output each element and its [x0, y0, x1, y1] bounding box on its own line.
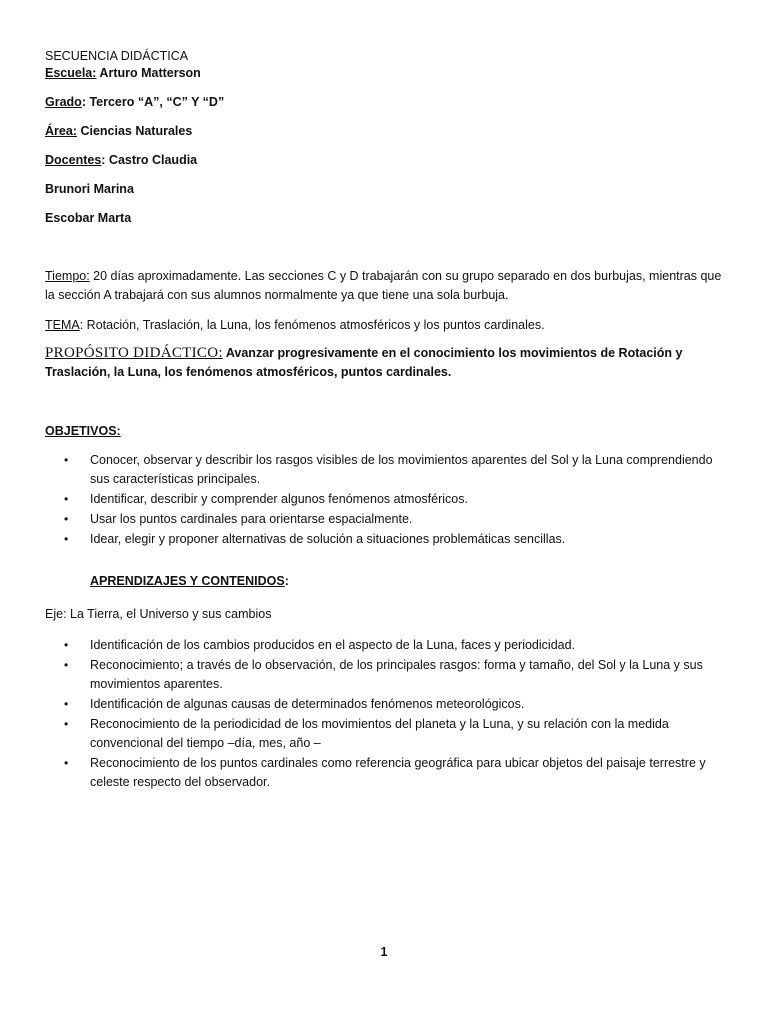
- list-item: • Reconocimiento; a través de lo observación, de los principales rasgos: forma y tamaño, del Sol y la Luna y sus movimientos aparentes.: [64, 658, 703, 691]
- tiempo-value: 20 días aproximadamente. Las secciones C y D trabajarán con su grupo separado en dos burbujas, mientras que la sección A trabajará con sus alumnos normalmente ya que tiene una sola burbuja.: [45, 269, 722, 302]
- list-item: • Conocer, observar y describir los rasgos visibles de los movimientos aparentes del Sol y la Luna comprendiendo sus características principales.: [64, 453, 713, 486]
- contenidos-list: [64, 636, 724, 793]
- escuela-label: Escuela:: [45, 66, 97, 80]
- escuela-value: Arturo Matterson: [96, 66, 201, 80]
- tiempo-label: Tiempo:: [45, 269, 90, 283]
- list-item: • Reconocimiento de los puntos cardinales como referencia geográfica para ubicar objetos del paisaje terrestre y celeste respecto del observador.: [64, 756, 706, 789]
- bullet-icon: •: [64, 697, 69, 711]
- bullet-icon: •: [64, 717, 69, 731]
- tema-value: : Rotación, Traslación, la Luna, los fenómenos atmosféricos y los puntos cardinales.: [79, 318, 545, 332]
- bullet-icon: •: [64, 638, 69, 652]
- bullet-icon: •: [64, 492, 69, 506]
- aprendizajes-heading-line: [90, 574, 289, 588]
- objetivos-heading: OBJETIVOS:: [45, 424, 121, 438]
- bullet-icon: •: [64, 756, 69, 770]
- tiempo-paragraph: [45, 267, 725, 305]
- list-item: • Identificación de algunas causas de determinados fenómenos meteorológicos.: [64, 695, 724, 714]
- docentes-value: : Castro Claudia: [101, 153, 198, 167]
- docentes-line: [45, 153, 197, 167]
- bullet-icon: •: [64, 532, 69, 546]
- proposito-value: Avanzar progresivamente en el conocimiento los movimientos de Rotación y Traslación, la Luna, los fenómenos atmosféricos, puntos cardinales.: [45, 346, 683, 379]
- area-value: Ciencias Naturales: [76, 124, 193, 138]
- list-item: • Identificar, describir y comprender algunos fenómenos atmosféricos.: [64, 490, 724, 509]
- escuela-line: [45, 66, 201, 80]
- bullet-icon: •: [64, 512, 69, 526]
- tema-label: TEMA: [45, 318, 80, 332]
- proposito-label: PROPÓSITO DIDÁCTICO:: [45, 345, 223, 361]
- page-number: 1: [380, 945, 388, 959]
- aprendizajes-heading: APRENDIZAJES Y CONTENIDOS: [90, 574, 285, 588]
- area-label: Área:: [45, 124, 77, 138]
- document-heading: SECUENCIA DIDÁCTICA: [45, 49, 189, 63]
- proposito-paragraph: [45, 344, 725, 382]
- bullet-icon: •: [64, 658, 69, 672]
- bullet-icon: •: [64, 453, 69, 467]
- grado-label: Grado: [45, 95, 82, 109]
- grado-line: [45, 95, 224, 109]
- docente-3: Escobar Marta: [45, 211, 132, 225]
- list-item: • Usar los puntos cardinales para orientarse espacialmente.: [64, 510, 724, 529]
- list-item: • Idear, elegir y proponer alternativas de solución a situaciones problemáticas sencillas.: [64, 530, 724, 549]
- grado-value: : Tercero “A”, “C” Y “D”: [81, 95, 225, 109]
- list-item: • Identificación de los cambios producidos en el aspecto de la Luna, faces y periodicidad.: [64, 636, 724, 655]
- objetivos-list: [64, 451, 724, 550]
- area-line: [45, 124, 192, 138]
- aprendizajes-colon: :: [284, 574, 289, 588]
- docente-2: Brunori Marina: [45, 182, 134, 196]
- list-item: • Reconocimiento de la periodicidad de los movimientos del planeta y la Luna, y su relación con la medida convencional del tiempo –día, mes, año –: [64, 717, 669, 750]
- eje-line: Eje: La Tierra, el Universo y sus cambios: [45, 607, 272, 621]
- docentes-label: Docentes: [45, 153, 102, 167]
- tema-paragraph: [45, 316, 725, 335]
